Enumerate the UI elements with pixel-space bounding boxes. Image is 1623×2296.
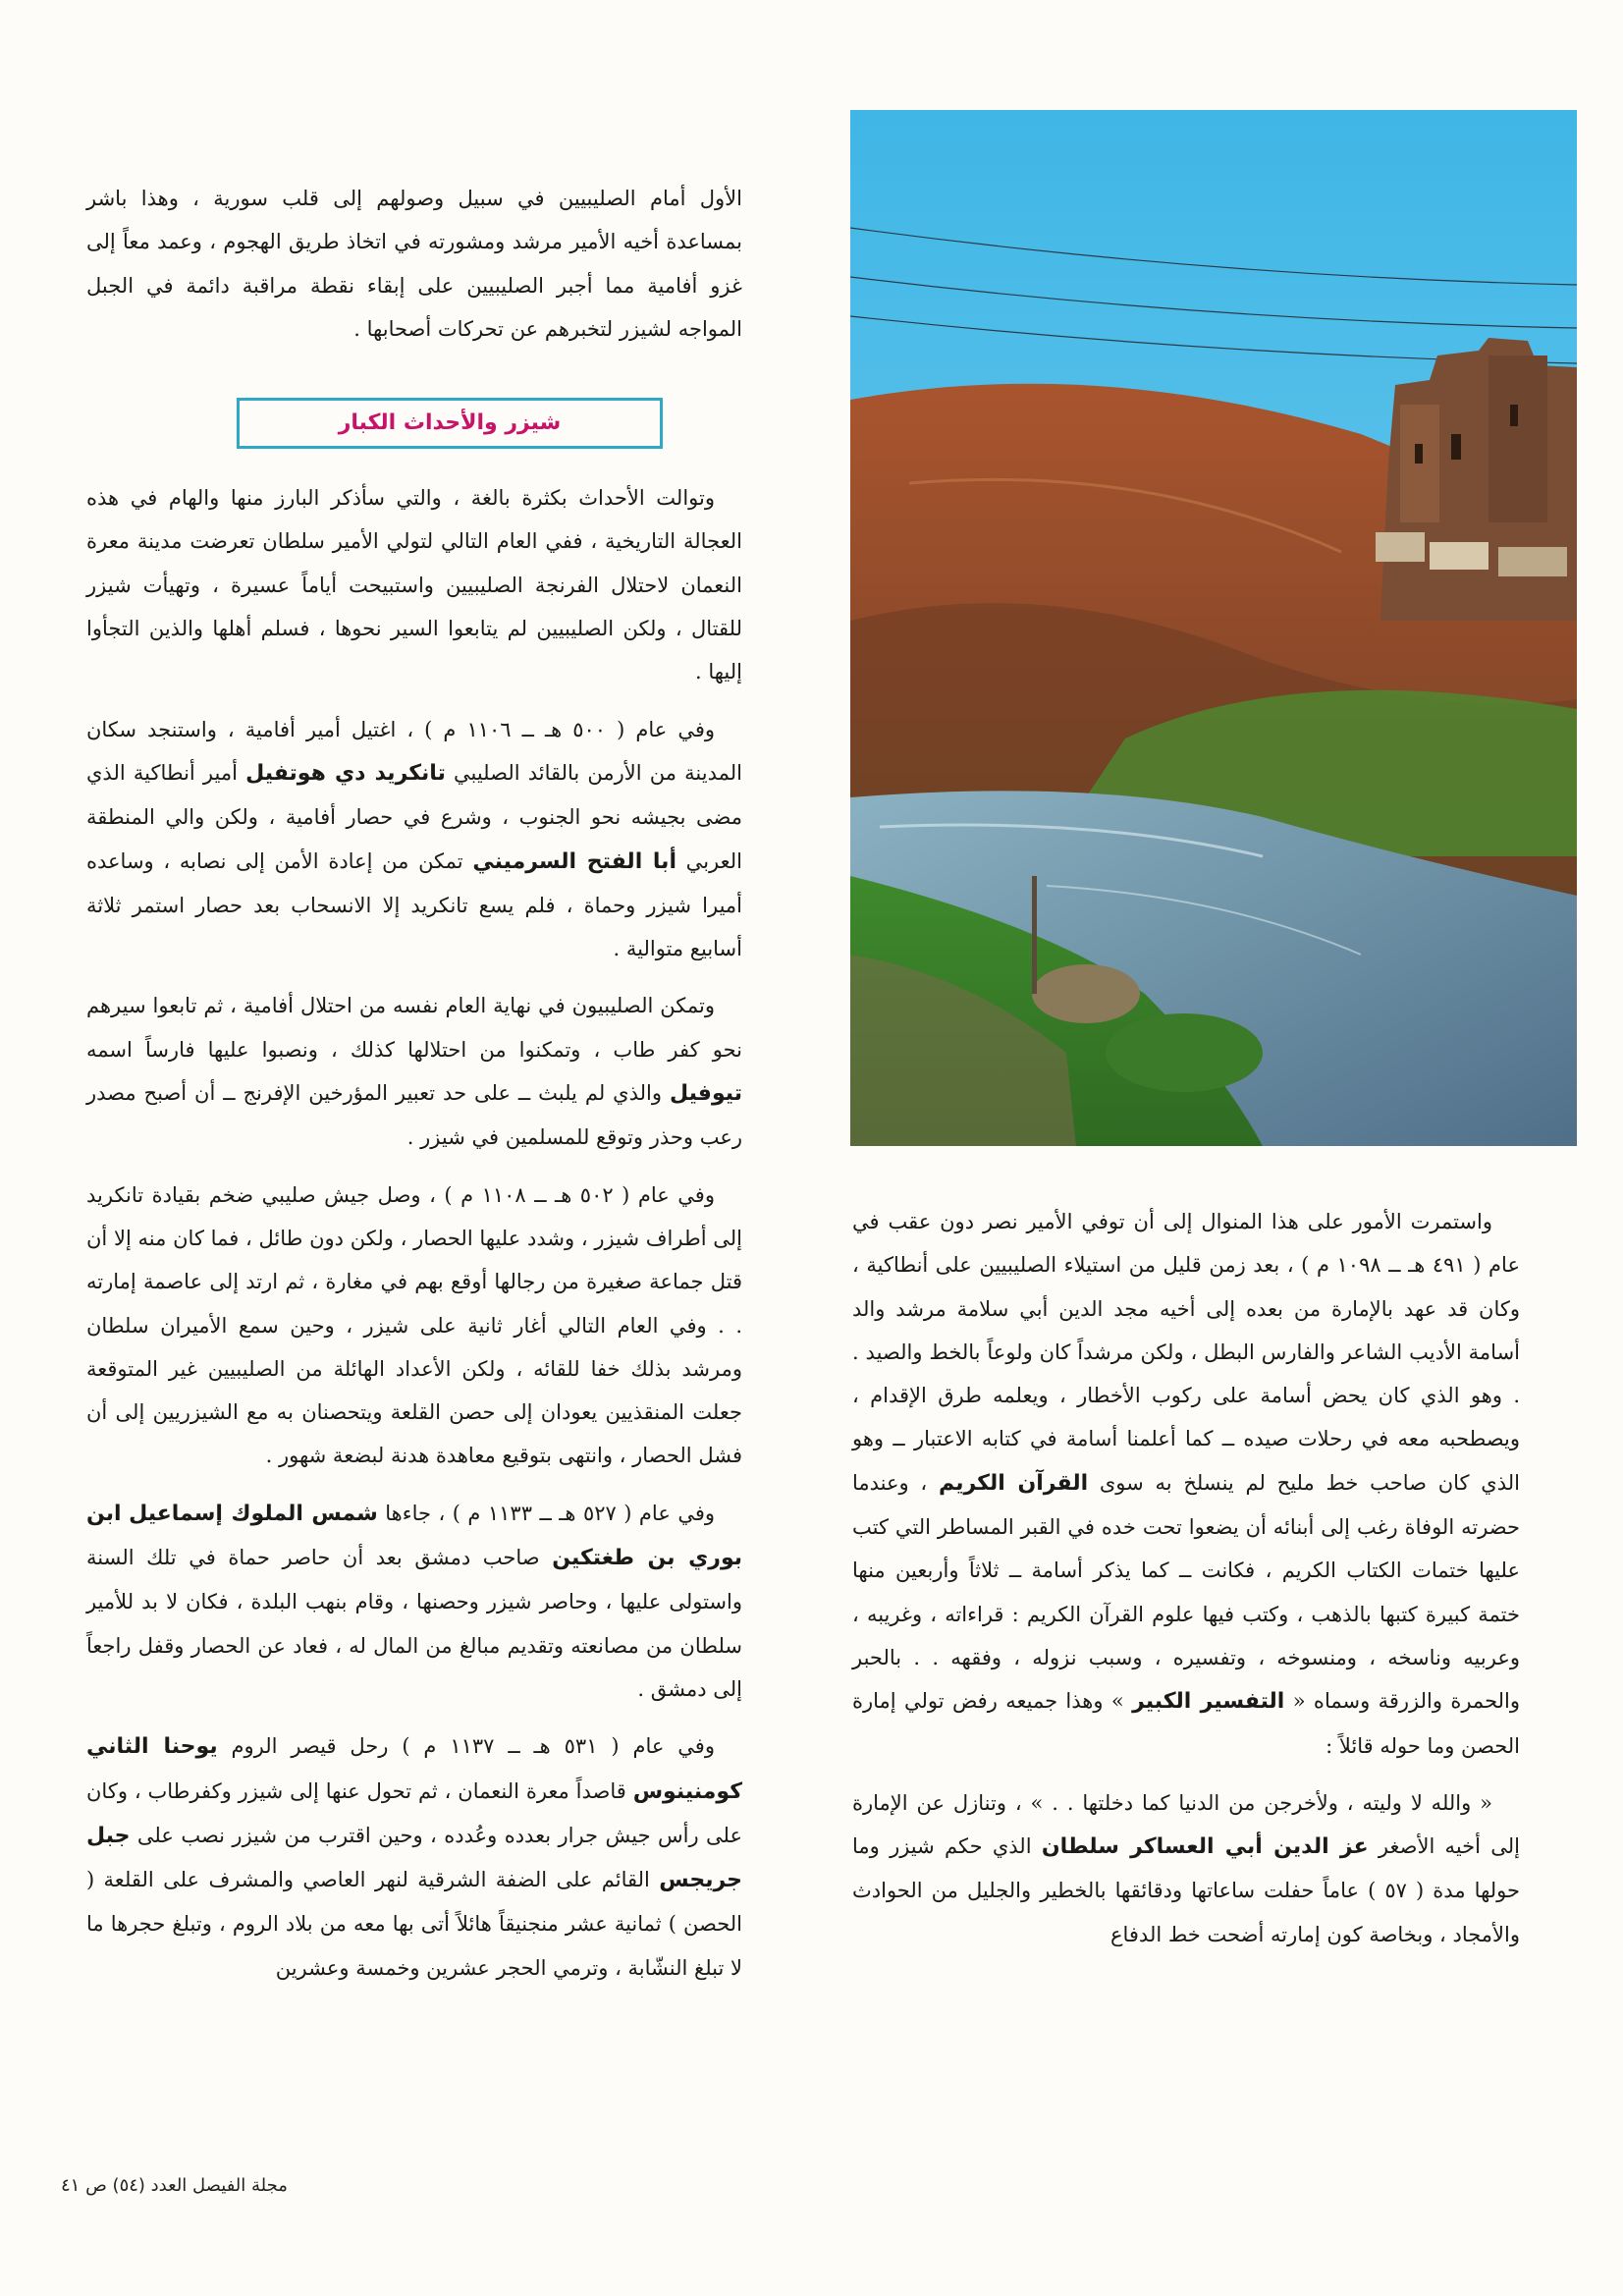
page-footer: مجلة الفيصل العدد (٥٤) ص ٤١	[61, 2175, 288, 2196]
paragraph-500h: وفي عام ( ٥٠٠ هـ ــ ١١٠٦ م ) ، اغتيل أمير أفامية ، واستنجد سكان المدينة من الأرمن بالقائد الصليبي تانكريد دي هوتفيل أمير أنطاكية الذي مضى بجيشه نحو الجنوب ، وشرع في حصار أفامية ، ولكن والي المنطقة العربي أبا الفتح السرميني تمكن من إعادة الأمن إلى نصابه ، وساعده أميرا شيزر وحماة ، فلم يسع تانكريد إلا الانسحاب بعد حصار استمر ثلاثة أسابيع متوالية .	[86, 717, 742, 961]
name-tafsir-kabir: التفسير الكبير	[1132, 1689, 1285, 1715]
name-quran: القرآن الكريم	[938, 1470, 1089, 1496]
left-text-column	[86, 177, 742, 1990]
section-heading: شيزر والأحداث الكبار	[338, 410, 562, 436]
paragraph-events: وتوالت الأحداث بكثرة بالغة ، والتي سأذكر البارز منها والهام في هذه العجالة التاريخية ، ففي العام التالي لتولي الأمير سلطان تعرضت مدينة معرة النعمان لاحتلال الفرنجة الصليبيين واستبيحت أياماً عسيرة ، وتهيأت شيزر للقتال ، ولكن الصليبيين لم يتابعوا السير نحوها ، فسلم أهلها والذين التجأوا إليها .	[86, 486, 742, 684]
name-shams-al-muluk: شمس الملوك إسماعيل	[129, 1501, 378, 1526]
name-theophile: تيوفيل	[669, 1081, 742, 1107]
name-john-komnenos: يوحنا الثاني كومنينوس	[86, 1734, 742, 1804]
paragraph-quote: « والله لا وليته ، ولأخرجن من الدنيا كما دخلتها . . » ، وتنازل عن الإمارة إلى أخيه الأصغر عز الدين أبي العساكر سلطان الذي حكم شيزر وما حولها مدة ( ٥٧ ) عاماً حفلت ساعاتها ودقائقها بالخطير والجليل من الحوادث والأمجاد ، وبخاصة كون إمارته أضحت خط الدفاع	[852, 1790, 1520, 1946]
right-text-column	[852, 1200, 1520, 1956]
intro-paragraph: الأول أمام الصليبيين في سبيل وصولهم إلى قلب سورية ، وهذا باشر بمساعدة أخيه الأمير مرشد ومشورته في اتخاذ طريق الهجوم ، وعمد معاً إلى غزو أفامية مما أجبر الصليبيين على إبقاء نقطة مراقبة دائمة في الجبل المواجه لشيزر لتخبرهم عن تحركات أصحابها .	[86, 187, 742, 341]
paragraph-502h: وفي عام ( ٥٠٢ هـ ــ ١١٠٨ م ) ، وصل جيش صليبي ضخم بقيادة تانكريد إلى أطراف شيزر ، وشدد عليها الحصار ، ولكن دون طائل ، فما كان منه إلا أن قتل جماعة صغيرة من رجالها أوقع بهم في مغارة ، ثم ارتد إلى عاصمة إمارته . . وفي العام التالي أغار ثانية على شيزر ، وحين سمع الأميران سلطان ومرشد بذلك خفا للقائه ، ولكن الأعداد الهائلة من الصليبيين غير المتوقعة جعلت المنقذيين يعودان إلى حصن القلعة ويتحصنان به مع الشيزريين إلى أن فشل الحصار ، وانتهى بتوقيع معاهدة هدنة لبضعة شهور .	[86, 1182, 743, 1468]
photo-illustration	[850, 110, 1577, 1146]
paragraph-nasr: واستمرت الأمور على هذا المنوال إلى أن توفي الأمير نصر دون عقب في عام ( ٤٩١ هـ ــ ١٠٩٨ م ) ، بعد زمن قليل من استيلاء الصليبيين على أنطاكية ، وكان قد عهد بالإمارة من بعده إلى أخيه مجد الدين أبي سلامة مرشد والد أسامة الأديب الشاعر والفارس البطل ، ولكن مرشداً كان ولوعاً بالخط والصيد . . وهو الذي كان يحض أسامة على ركوب الأخطار ، ويعلمه طرق الإقدام ، ويصطحبه معه في رحلات صيده ــ كما أعلمنا أسامة في كتابه الاعتبار ــ وهو الذي كان صاحب خط مليح لم ينسلخ به سوى القرآن الكريم ، وعندما حضرته الوفاة رغب إلى أبنائه أن يضعوا تحت خده في القبر المساطر التي كتب عليها ختمات الكتاب الكريم ، فكانت ــ كما يذكر أسامة ــ ثلاثاً وأربعين منها ختمة كبيرة كتبها بالذهب ، وكتب فيها علوم القرآن الكريم : قراءاته ، وغريبه ، وعربيه وناسخه ، ومنسوخه ، وتفسيره ، وسبب نزوله ، وفقهه . . بالحبر والحمرة والزرقة وسماه « التفسير الكبير » وهذا جميعه رفض تولي إمارة الحصن وما حوله قائلاً :	[852, 1210, 1521, 1758]
paragraph-531h: وفي عام ( ٥٣١ هـ ــ ١١٣٧ م ) رحل قيصر الروم يوحنا الثاني كومنينوس قاصداً معرة النعمان ، ثم تحول عنها إلى شيزر وكفرطاب ، وكان على رأس جيش جرار بعدده وعُدده ، وحين اقترب من شيزر نصب على جبل جريجس القائم على الضفة الشرقية لنهر العاصي والمشرف على القلعة ( الحصن ) ثمانية عشر منجنيقاً هائلاً أتى بها معه من بلاد الروم ، وتبلغ حجرها ما لا تبلغ النشّابة ، وترمي الحجر عشرين وخمسة وعشرين	[86, 1734, 742, 1980]
section-heading-box	[237, 398, 663, 449]
name-izz-al-din: عز الدين أبي العساكر سلطان	[1041, 1834, 1369, 1860]
castle-river-photo	[850, 110, 1577, 1146]
name-tancred: تانكريد دي هوتفيل	[245, 760, 446, 786]
name-jabal-jurjis: جبل جريجس	[86, 1823, 742, 1893]
paragraph-apamea: وتمكن الصليبيون في نهاية العام نفسه من احتلال أفامية ، ثم تابعوا سيرهم نحو كفر طاب ، وتمكنوا من احتلالها كذلك ، ونصبوا عليها فارساً اسمه تيوفيل والذي لم يلبث ــ على حد تعبير المؤرخين الإفرنج ــ أن أصبح مصدر رعب وحذر وتوقع للمسلمين في شيزر .	[86, 994, 742, 1150]
name-ibn-buri: ابن بوري بن طغتكين	[86, 1501, 743, 1571]
name-abu-al-fath: أبا الفتح السرميني	[472, 848, 676, 874]
paragraph-527h: وفي عام ( ٥٢٧ هـ ــ ١١٣٣ م ) ، جاءها شمس الملوك إسماعيل ابن بوري بن طغتكين صاحب دمشق بعد أن حاصر حماة في تلك السنة واستولى عليها ، وحاصر شيزر وحصنها ، وقام بنهب البلدة ، فكان لا بد للأمير سلطان من مصانعته وتقديم مبالغ من المال له ، فعاد عن الحصار وقفل راجعاً إلى دمشق .	[86, 1501, 743, 1701]
